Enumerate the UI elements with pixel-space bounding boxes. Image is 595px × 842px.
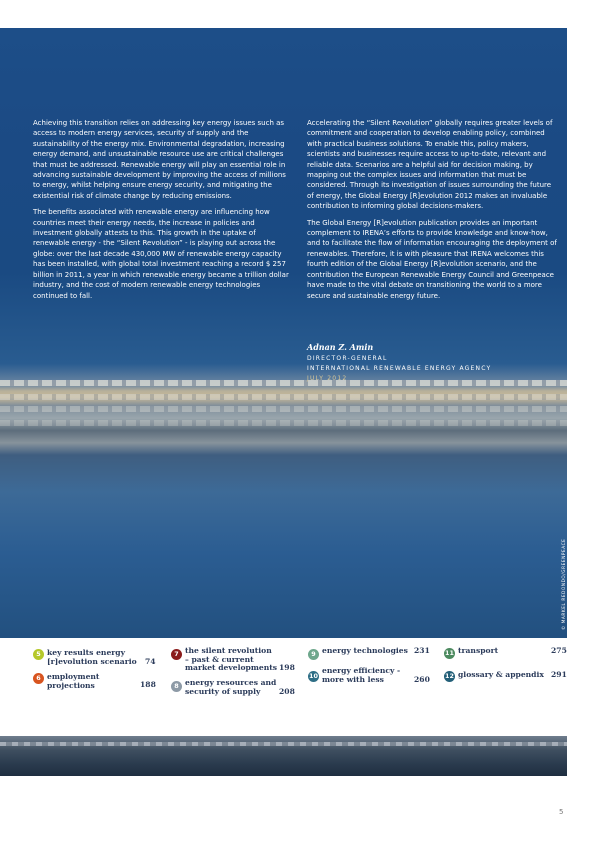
bottom-photo-strip	[0, 736, 567, 776]
toc-title-line: more with less	[322, 674, 384, 684]
toc-item-title	[458, 647, 498, 656]
body-column-right	[307, 118, 557, 307]
chapter-number-badge: 9	[308, 649, 319, 660]
signatory-title: DIRECTOR-GENERAL	[307, 355, 388, 362]
toc-item-title	[322, 667, 400, 684]
toc-title-line: market developments	[185, 663, 278, 673]
toc-title-line: key results energy	[47, 648, 125, 657]
chapter-number-badge: 7	[171, 649, 182, 660]
photo-credit: © MARKEL REDONDO/GREENPEACE	[561, 538, 566, 630]
mirror-row	[0, 406, 567, 412]
toc-page-number: 188	[140, 680, 156, 689]
toc-title-line: energy resources and	[185, 678, 277, 687]
toc-title-line: [r]evolution scenario	[47, 656, 137, 666]
chapter-number-badge: 10	[309, 672, 318, 680]
chapter-number-badge: 8	[171, 681, 182, 692]
chapter-number-badge: 11	[445, 649, 454, 657]
toc-page-number: 198	[279, 663, 295, 672]
toc-page-number: 231	[414, 646, 430, 655]
body-column-left	[33, 118, 293, 307]
paragraph: Accelerating the “Silent Revolution” globally requires greater levels of commitment and cooperation to develop enabling policy, combined with practical business solutions. To enable this, policy makers, scientists and businesses require access to up-to-date, relevant and reliable data. Scenarios are a helpful aid for decision making, by mapping out the complex issues and information that must be considered. Through its investigation of issues surrounding the future of energy, the Global Energy [R]evolution 2012 makes an invaluable contribution to informing global decisions-makers.	[307, 119, 553, 211]
signature-block	[307, 342, 491, 382]
mirror-row	[0, 394, 567, 400]
mirror-row	[0, 420, 567, 426]
toc-title-line: security of supply	[185, 686, 261, 696]
toc-item-title	[185, 647, 277, 673]
paragraph: The Global Energy [R]evolution publication provides an important complement to IRENA’s efforts to provide knowledge and know-how, and to facilitate the flow of information encouraging the deployment of renewables. Therefore, it is with pleasure that IRENA welcomes this fourth edition of the Global Energy [R]evolution scenario, and the contribution the European Renewable Energy Council and Greenpeace have made to the vital debate on transitioning the world to a more secure and sustainable energy future.	[307, 218, 557, 300]
toc-item-title	[47, 673, 99, 690]
chapter-number-badge: 5	[33, 649, 44, 660]
toc-title-line: employment	[47, 672, 100, 681]
chapter-number-badge: 6	[33, 673, 44, 684]
toc-item-title	[47, 649, 137, 666]
paragraph: Achieving this transition relies on addressing key energy issues such as access to modern energy services, security of supply and the sustainability of the energy mix. Environmental degradation, increasing energy demand, and unsustainable resource use are critical challenges that must be addressed. Renewable energy will play an essential role in advancing sustainable development by improving the access of millions to energy, whilst helping ensure energy security, and mitigating the existential risk of climate change by reducing emissions.	[33, 119, 286, 200]
paragraph: The benefits associated with renewable energy are influencing how countries meet their energy needs, the increase in policies and investment globally attests to this. This growth in the uptake of renewable energy - the “Silent Revolution” - is playing out across the globe: over the last decade 430,000 MW of renewable energy capacity has been installed, with global total investment reaching a record $ 257 billion in 2011, a year in which renewable energy became a trillion dollar industry, and the cost of modern renewable energy technologies continued to fall.	[33, 208, 289, 300]
chapter-number-badge: 12	[445, 672, 454, 680]
toc-title-line: energy technologies	[322, 646, 408, 655]
toc-page-number: 260	[414, 675, 430, 684]
toc-item-title	[322, 647, 408, 656]
toc-item-title	[185, 679, 276, 696]
toc-title-line: glossary & appendix	[458, 670, 544, 679]
toc-title-line: energy efficiency -	[322, 666, 401, 675]
toc-page-number: 74	[145, 657, 156, 666]
table-of-contents	[0, 645, 595, 725]
toc-page-number: 208	[279, 687, 295, 696]
signature-date: JULY 2012	[307, 375, 348, 382]
page-number: 5	[559, 808, 564, 816]
toc-title-line: projections	[47, 680, 95, 690]
toc-title-line: the silent revolution	[185, 646, 272, 655]
signatory-name: Adnan Z. Amin	[307, 342, 374, 352]
signatory-organization: INTERNATIONAL RENEWABLE ENERGY AGENCY	[307, 365, 492, 372]
toc-title-line: transport	[458, 646, 499, 655]
toc-title-line: – past & current	[185, 654, 254, 664]
toc-page-number: 275	[551, 646, 567, 655]
toc-page-number: 291	[551, 670, 567, 679]
toc-item-title	[458, 671, 544, 680]
